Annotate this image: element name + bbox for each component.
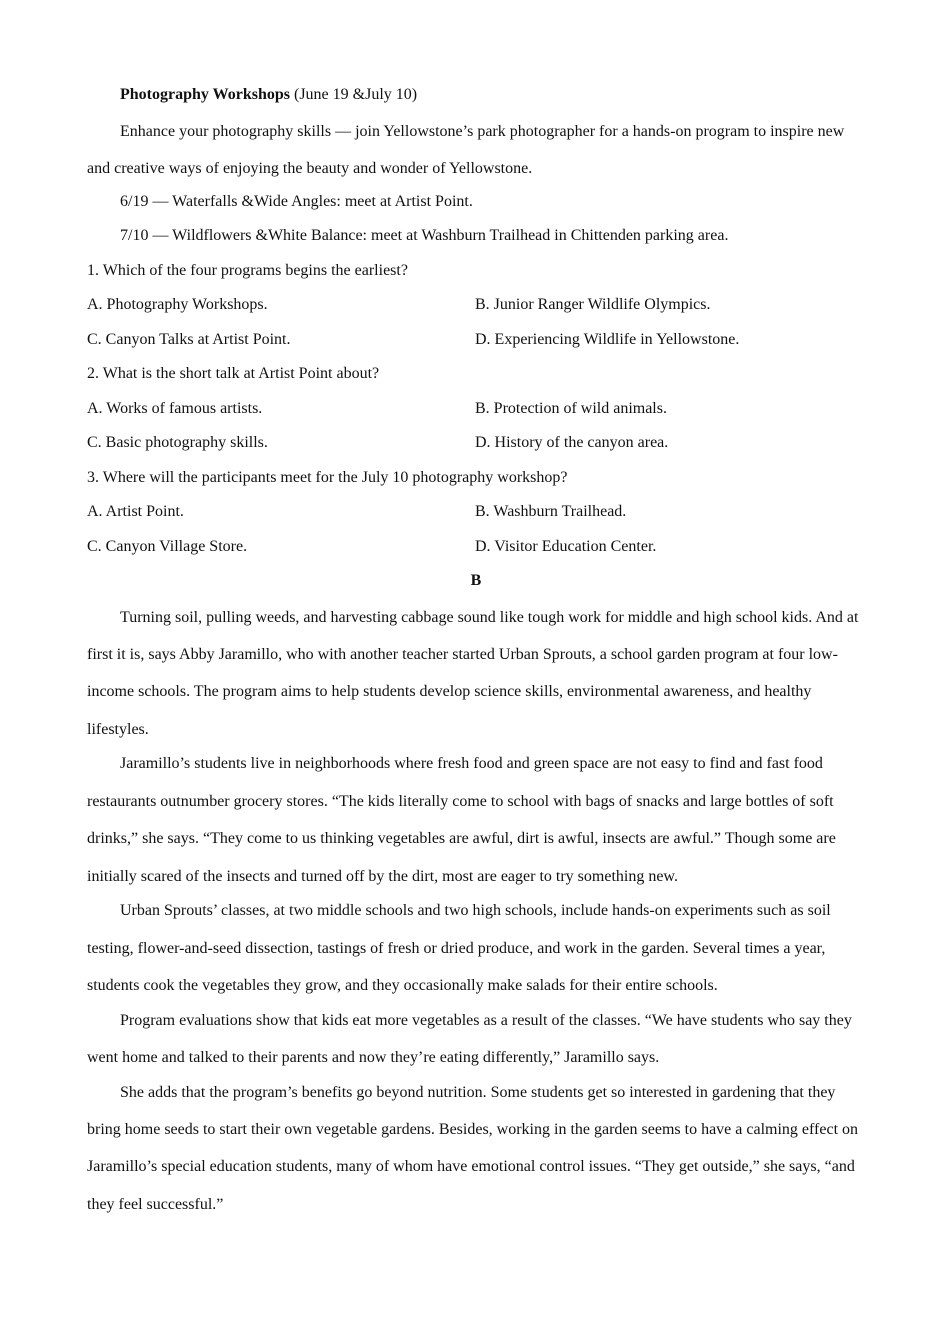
- question-2-options-row-1: [87, 392, 865, 427]
- workshop-dates: (June 19 &July 10): [289, 86, 418, 103]
- passage-paragraph-3: Urban Sprouts’ classes, at two middle schools and two high schools, include hands-on experiments such as soil testing, flower-and-seed dissection, tastings of fresh or dried produce, and work in the garden. Several times a year, students cook the vegetables they grow, and they occasionally make salads for their entire schools.: [87, 902, 831, 994]
- question-2-option-c: C. Basic photography skills.: [87, 434, 268, 452]
- question-1-option-c: C. Canyon Talks at Artist Point.: [87, 330, 291, 348]
- question-3-option-b: B. Washburn Trailhead.: [475, 503, 627, 521]
- workshop-heading: [87, 78, 865, 113]
- question-3-options-row-2: [87, 530, 865, 565]
- question-2-option-d: D. History of the canyon area.: [475, 434, 669, 452]
- workshop-session-1: 6/19 — Waterfalls &Wide Angles: meet at Artist Point.: [120, 192, 473, 210]
- passage-paragraph-2: Jaramillo’s students live in neighborhoods where fresh food and green space are not easy to find and fast food restaurants outnumber grocery stores. “The kids literally come to school with bags of snacks and large bottles of soft drinks,” she says. “They come to us thinking vegetables are awful, dirt is awful, insects are awful.” Though some are initially scared of the insects and turned off by the dirt, most are eager to try something new.: [87, 755, 836, 885]
- question-2-option-a: A. Works of famous artists.: [87, 399, 263, 417]
- question-3-stem: 3. Where will the participants meet for the July 10 photography workshop?: [87, 468, 568, 486]
- question-2-option-b: B. Protection of wild animals.: [475, 399, 667, 417]
- question-1-stem: 1. Which of the four programs begins the earliest?: [87, 261, 408, 279]
- passage-paragraph-5: She adds that the program’s benefits go beyond nutrition. Some students get so interested in gardening that they bring home seeds to start their own vegetable gardens. Besides, working in the garden seems to have a calming effect on Jaramillo’s special education students, many of whom have emotional control issues. “They get outside,” she says, “and they feel successful.”: [87, 1083, 859, 1213]
- workshop-session-2: 7/10 — Wildflowers &White Balance: meet at Washburn Trailhead in Chittenden parking area.: [120, 227, 729, 245]
- workshop-title: Photography Workshops: [120, 86, 290, 103]
- question-2-stem: 2. What is the short talk at Artist Point about?: [87, 365, 380, 383]
- question-3-option-a: A. Artist Point.: [87, 503, 184, 521]
- question-1-option-b: B. Junior Ranger Wildlife Olympics.: [475, 296, 711, 314]
- passage-paragraph-1: Turning soil, pulling weeds, and harvesting cabbage sound like tough work for middle and high school kids. And at first it is, says Abby Jaramillo, who with another teacher started Urban Sprouts, a school garden program at four low-income schools. The program aims to help students develop science skills, environmental awareness, and healthy lifestyles.: [87, 608, 859, 738]
- section-b-heading: B: [470, 572, 482, 590]
- question-3-options-row-1: [87, 495, 865, 530]
- question-2-options-row-2: [87, 426, 865, 461]
- document-page: [87, 78, 865, 1220]
- question-1-options-row-2: [87, 323, 865, 358]
- question-1-options-row-1: [87, 288, 865, 323]
- question-3-option-d: D. Visitor Education Center.: [475, 537, 657, 555]
- question-1-option-d: D. Experiencing Wildlife in Yellowstone.: [475, 330, 740, 348]
- passage-paragraph-4: Program evaluations show that kids eat more vegetables as a result of the classes. “We have students who say they went home and talked to their parents and now they’re eating differently,” Jaramillo says.: [87, 1011, 852, 1066]
- question-1-option-a: A. Photography Workshops.: [87, 296, 268, 314]
- question-3-option-c: C. Canyon Village Store.: [87, 537, 248, 555]
- workshop-description: Enhance your photography skills — join Yellowstone’s park photographer for a hands-on program to inspire new and creative ways of enjoying the beauty and wonder of Yellowstone.: [87, 122, 845, 177]
